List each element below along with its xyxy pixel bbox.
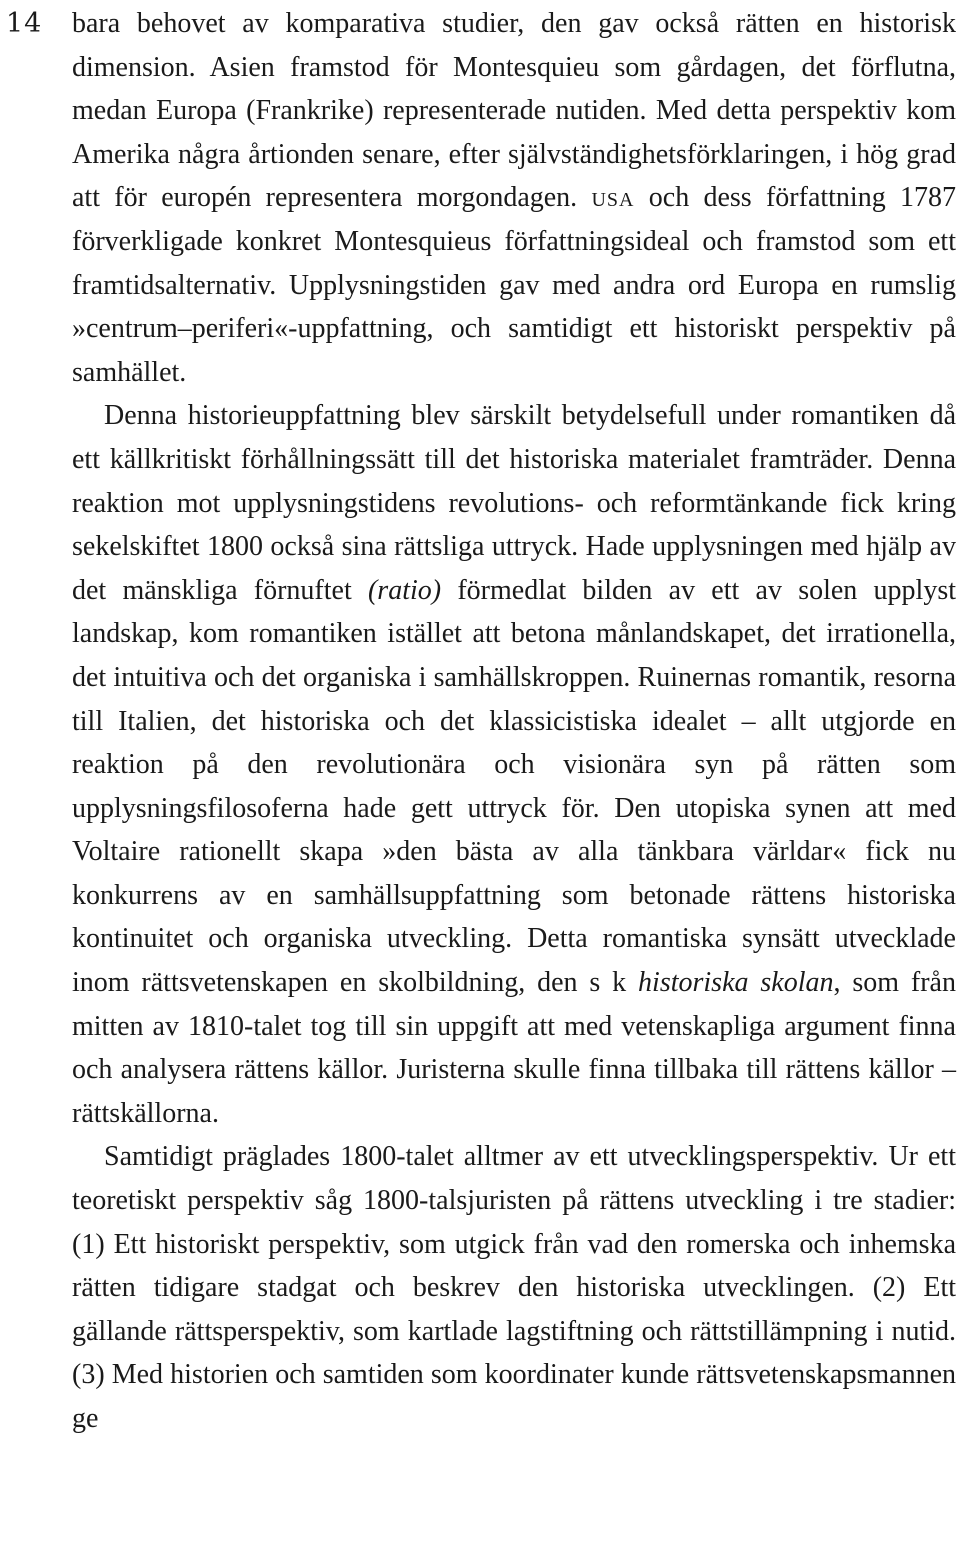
ratio-term: (ratio) [367, 574, 442, 606]
usa-abbreviation: usa [591, 182, 635, 214]
paragraph-2-text-a: Denna historieuppfattning blev särskilt betydelsefull under romantiken då ett källkritiskt förhållningssätt till det historiska materialet framträder. Denna reaktion mot upplysningstidens revolutions- och reformtänkande fick kring sekelskiftet 1800 också sina rättsliga uttryck. Hade upplysningen med hjälp av det mänskliga förnuftet [72, 400, 956, 606]
paragraph-1-text-b: och dess författning 1787 förverkligade konkret Montesquieus författningsideal och framstod som ett framtidsalternativ. Upplysningstiden gav med andra ord Europa en rumslig »centrum–periferi«-uppfattning, och samtidigt ett historiskt perspektiv på samhället. [72, 182, 956, 388]
body-text [72, 2, 956, 1441]
historiska-skolan-term: historiska skolan [638, 967, 834, 999]
page-number: 14 [6, 8, 43, 39]
paragraph-1 [72, 2, 956, 394]
paragraph-2-text-b: förmedlat bilden av ett av solen upplyst landskap, kom romantiken istället att betona månlandskapet, det irrationella, det intuitiva och det organiska i samhällskroppen. Ruinernas romantik, resorna till Italien, det historiska och det klassicistiska idealet – allt utgjorde en reaktion på den revolutionära och visionära syn på rätten som upplysningsfilosoferna hade gett uttryck för. Den utopiska synen att med Voltaire rationellt skapa »den bästa av alla tänkbara världar« fick nu konkurrens av en samhällsuppfattning som betonade rättens historiska kontinuitet och organiska utveckling. Detta romantiska synsätt utvecklade inom rättsvetenskapen en skolbildning, den s k [72, 574, 956, 999]
paragraph-1-text-a: bara behovet av komparativa studier, den gav också rätten en historisk dimension. Asien framstod för Montesquieu som gårdagen, det förflutna, medan Europa (Frankrike) representerade nutiden. Med detta perspektiv kom Amerika några årtionden senare, efter självständighetsförklaringen, i hög grad att för europén representera morgondagen. [72, 8, 956, 214]
paragraph-3 [72, 1135, 956, 1440]
paragraph-2 [72, 394, 956, 1135]
paragraph-2-text-c: , som från mitten av 1810-talet tog till sin uppgift att med vetenskapliga argument finna och analysera rättens källor. Juristerna skulle finna tillbaka till rättens källor – rättskällorna. [72, 967, 956, 1129]
paragraph-3-text-a: Samtidigt präglades 1800-talet alltmer av ett utvecklingsperspektiv. Ur ett teoretiskt perspektiv såg 1800-talsjuristen på rättens utveckling i tre stadier: (1) Ett historiskt perspektiv, som utgick från vad den romerska och inhemska rätten tidigare stadgat och beskrev den historiska utvecklingen. (2) Ett gällande rättsperspektiv, som kartlade lagstiftning och rättstillämpning i nutid. (3) Med historien och samtiden som koordinater kunde rättsvetenskapsmannen ge [72, 1141, 956, 1434]
